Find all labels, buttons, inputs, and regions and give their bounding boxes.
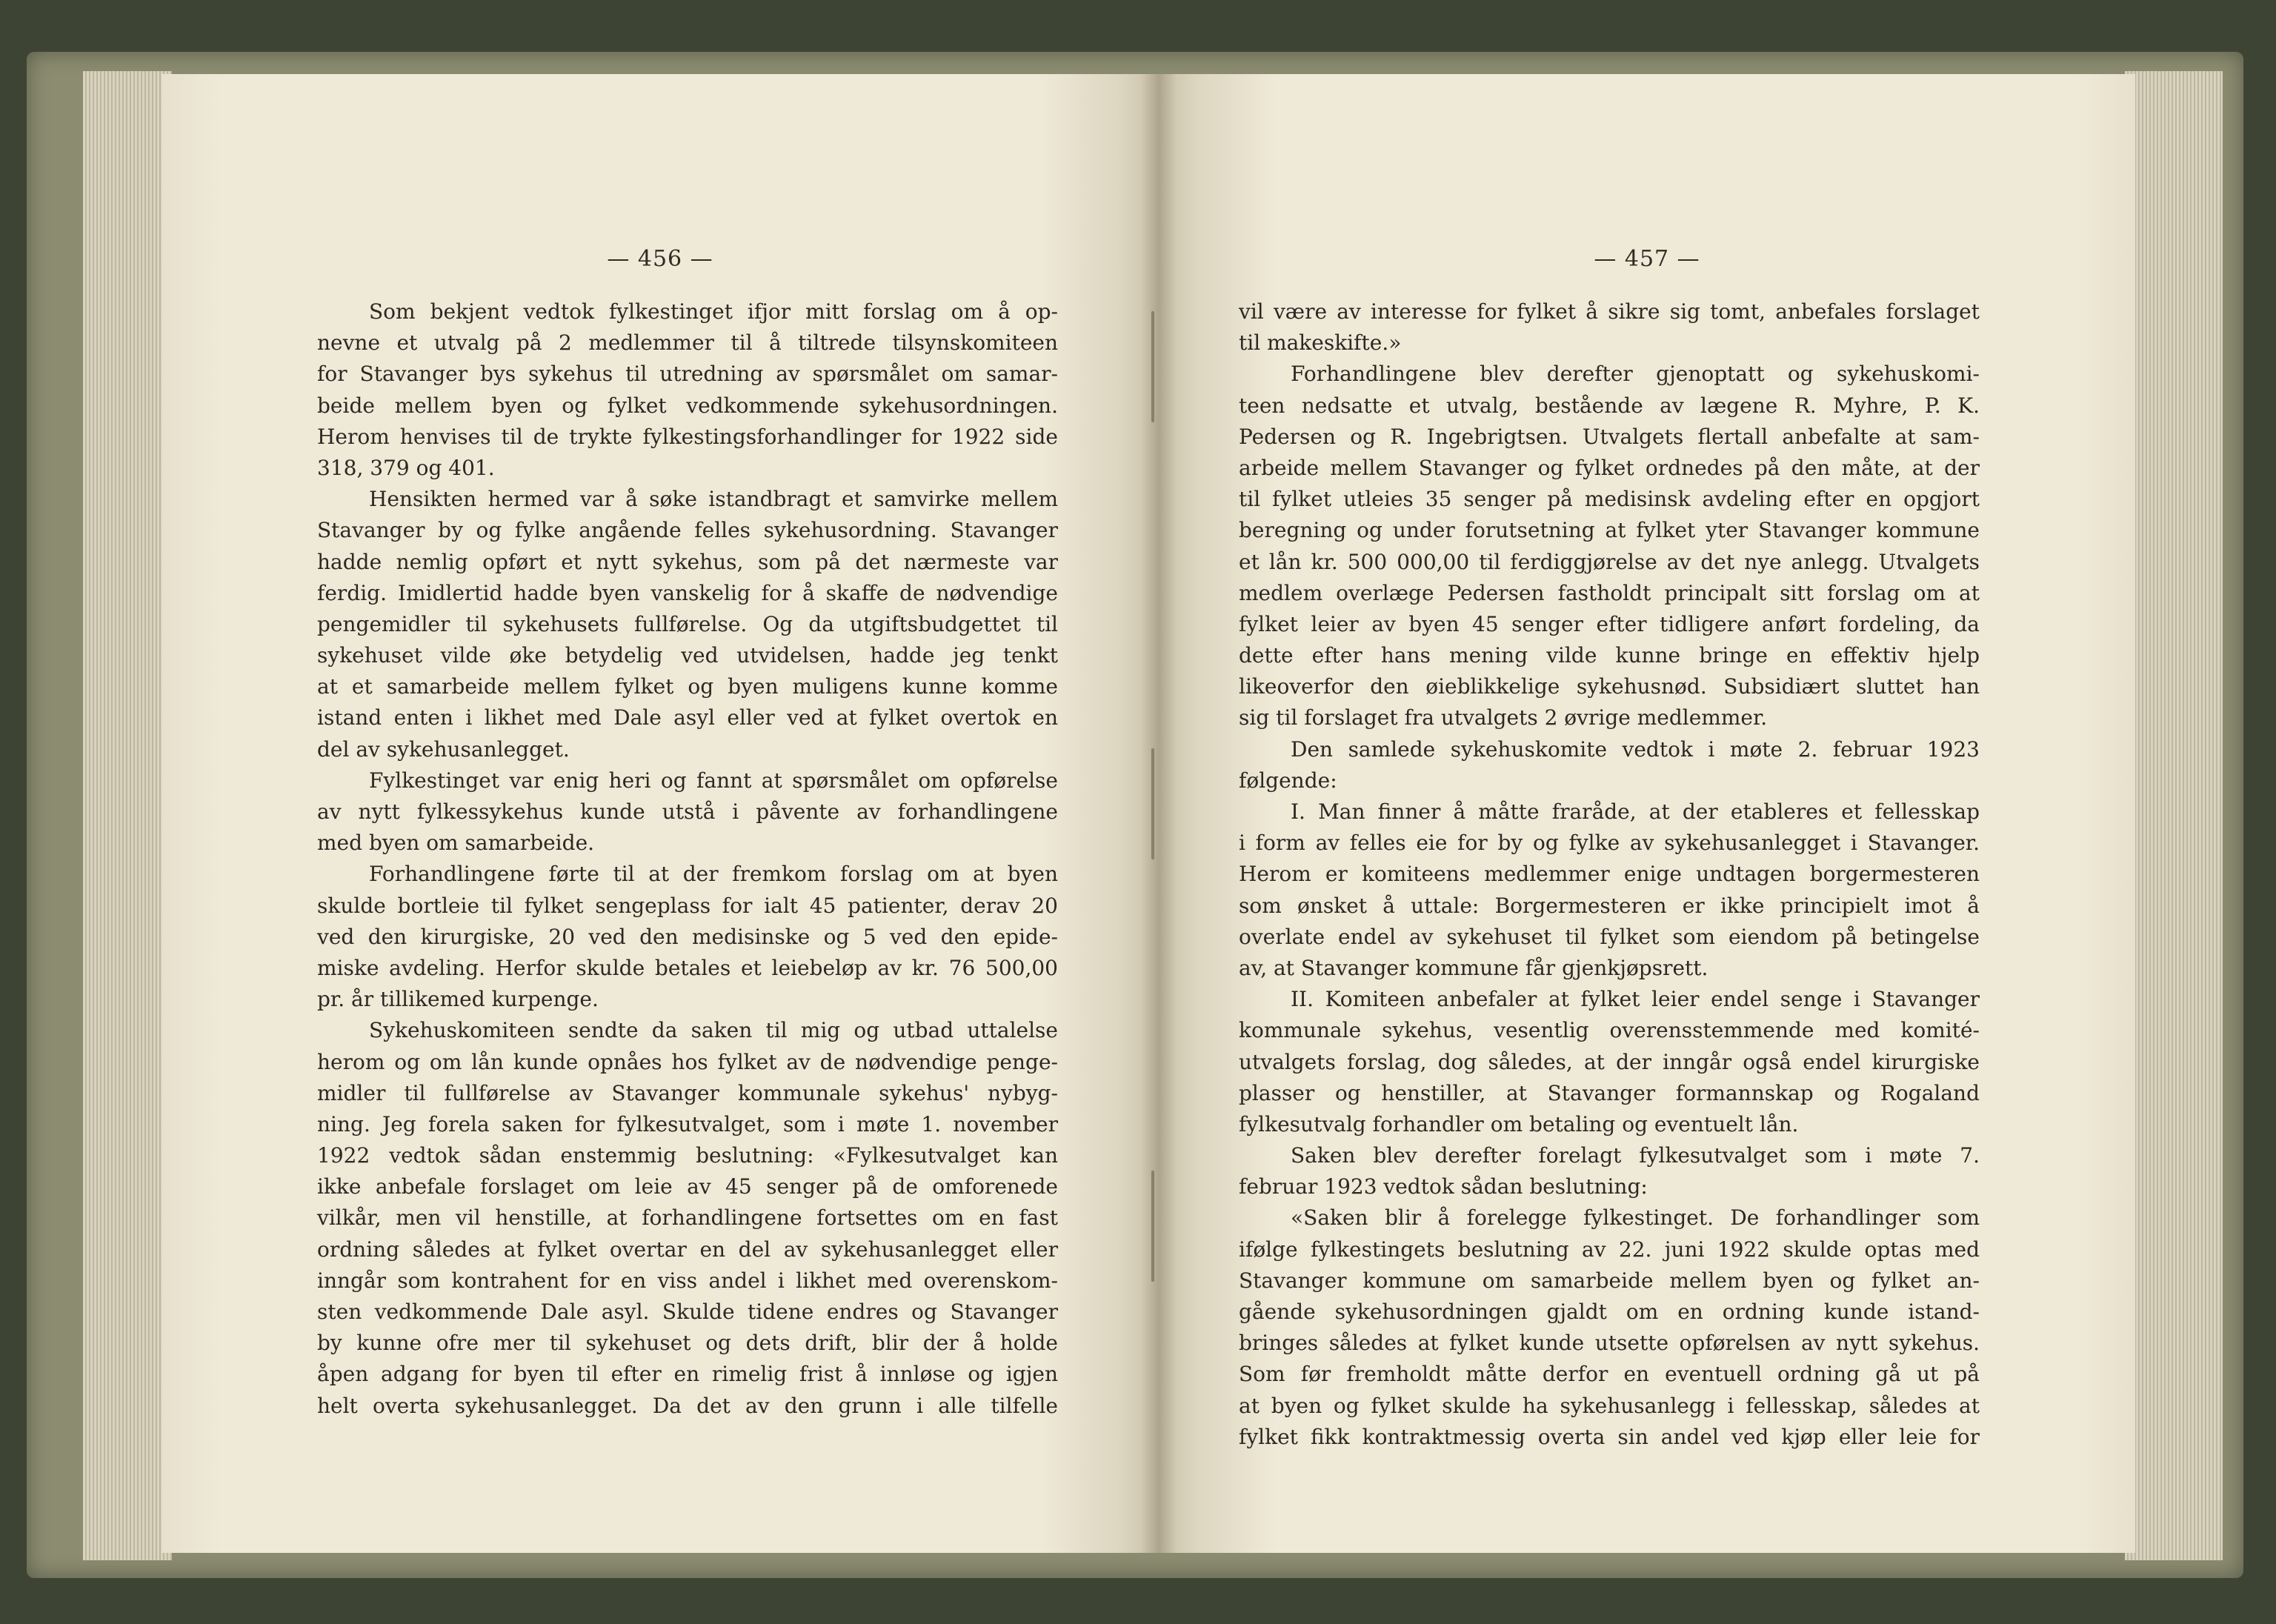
text-line: fylket fikk kontraktmessig overta sin andel ved kjøp eller leie for (1239, 1424, 1980, 1449)
text-line: sten vedkommende Dale asyl. Skulde tidene endres og Stavanger (317, 1299, 1058, 1324)
text-line: kommunale sykehus, vesentlig overensstemmende med komité- (1239, 1018, 1980, 1043)
text-line: medlem overlæge Pedersen fastholdt principalt sitt forslag om at (1239, 580, 1980, 605)
text-line: med byen om samarbeide. (317, 831, 595, 856)
text-line: helt overta sykehusanlegget. Da det av den grunn i alle tilfelle (317, 1393, 1058, 1418)
text-line: ordning således at fylket overtar en del av sykehusanlegget eller (317, 1237, 1058, 1262)
text-line: istand enten i likhet med Dale asyl eller ved at fylket overtok en (317, 705, 1058, 731)
text-line: Stavanger by og fylke angående felles sykehusordning. Stavanger (317, 518, 1058, 543)
text-line: Forhandlingene blev derefter gjenoptatt og sykehuskomi- (1291, 362, 1980, 387)
text-line: følgende: (1239, 768, 1337, 793)
text-line: ferdig. Imidlertid hadde byen vanskelig for å skaffe de nødvendige (317, 580, 1058, 605)
text-line: fylket leier av byen 45 senger efter tidligere anført fordeling, da (1239, 611, 1980, 636)
text-line: dette efter hans mening vilde kunne bringe en effektiv hjelp (1239, 643, 1980, 668)
text-line: av, at Stavanger kommune får gjenkjøpsrett. (1239, 955, 1708, 980)
text-line: ikke anbefale forslaget om leie av 45 senger på de omforenede (317, 1174, 1058, 1199)
text-line: Som bekjent vedtok fylkestinget ifjor mitt forslag om å op- (369, 299, 1058, 324)
text-line: inngår som kontrahent for en viss andel i likhet med overenskom- (317, 1268, 1058, 1293)
text-line: fylkesutvalg forhandler om betaling og eventuelt lån. (1239, 1111, 1799, 1137)
text-line: Sykehuskomiteen sendte da saken til mig og utbad uttalelse (369, 1018, 1058, 1043)
text-line: et lån kr. 500 000,00 til ferdiggjørelse av det nye anlegg. Utvalgets (1239, 549, 1980, 574)
text-line: til makeskifte.» (1239, 330, 1402, 356)
text-line: at byen og fylket skulde ha sykehusanlegg i fellesskap, således at (1239, 1393, 1980, 1418)
left-text-column (317, 296, 1058, 1422)
binding-stitch (1151, 1171, 1154, 1282)
text-line: ved den kirurgiske, 20 ved den medisinske og 5 ved den epide- (317, 924, 1058, 949)
text-line: Saken blev derefter forelagt fylkesutvalget som i møte 7. (1291, 1143, 1980, 1168)
text-line: sig til forslaget fra utvalgets 2 øvrige medlemmer. (1239, 705, 1768, 731)
text-line: miske avdeling. Herfor skulde betales et leiebeløp av kr. 76 500,00 (317, 955, 1058, 980)
binding-stitch (1151, 311, 1154, 422)
text-line: Hensikten hermed var å søke istandbragt et samvirke mellem (369, 487, 1058, 512)
text-line: hadde nemlig opført et nytt sykehus, som på det nærmeste var (317, 549, 1058, 574)
text-line: bringes således at fylket kunde utsette opførelsen av nytt sykehus. (1239, 1331, 1980, 1356)
text-line: vil være av interesse for fylket å sikre sig tomt, anbefales forslaget (1239, 299, 1980, 324)
text-line: Fylkestinget var enig heri og fannt at spørsmålet om opførelse (369, 768, 1058, 793)
right-page (1159, 74, 2135, 1553)
right-text-column (1239, 296, 1980, 1453)
text-line: plasser og henstiller, at Stavanger formannskap og Rogaland (1239, 1080, 1980, 1105)
text-line: som ønsket å uttale: Borgermesteren er ikke principielt imot å (1239, 893, 1980, 918)
text-line: del av sykehusanlegget. (317, 736, 570, 762)
text-line: Pedersen og R. Ingebrigtsen. Utvalgets flertall anbefalte at sam- (1239, 424, 1980, 449)
text-line: likeoverfor den øieblikkelige sykehusnød. Subsidiært sluttet han (1239, 674, 1980, 699)
text-line: for Stavanger bys sykehus til utredning av spørsmålet om samar- (317, 362, 1058, 387)
book-gutter (1141, 74, 1177, 1553)
text-line: «Saken blir å forelegge fylkestinget. De forhandlinger som (1291, 1205, 1980, 1231)
text-line: Den samlede sykehuskomite vedtok i møte 2. februar 1923 (1291, 736, 1980, 762)
text-line: sykehuset vilde øke betydelig ved utvidelsen, hadde jeg tenkt (317, 643, 1058, 668)
text-line: av nytt fylkessykehus kunde utstå i påvente av forhandlingene (317, 799, 1058, 824)
text-line: overlate endel av sykehuset til fylket som eiendom på betingelse (1239, 924, 1980, 949)
text-line: beregning og under forutsetning at fylket yter Stavanger kommune (1239, 518, 1980, 543)
text-line: teen nedsatte et utvalg, bestående av lægene R. Myhre, P. K. (1239, 393, 1980, 418)
binding-stitch (1151, 748, 1154, 859)
text-line: II. Komiteen anbefaler at fylket leier endel senge i Stavanger (1291, 987, 1980, 1012)
text-line: herom og om lån kunde opnåes hos fylket av de nødvendige penge- (317, 1049, 1058, 1074)
text-line: Stavanger kommune om samarbeide mellem byen og fylket an- (1239, 1268, 1980, 1293)
text-line: beide mellem byen og fylket vedkommende sykehusordningen. (317, 393, 1058, 418)
text-line: Herom er komiteens medlemmer enige undtagen borgermesteren (1239, 862, 1980, 887)
text-line: at et samarbeide mellem fylket og byen muligens kunne komme (317, 674, 1058, 699)
text-line: vilkår, men vil henstille, at forhandlingene fortsettes om en fast (317, 1205, 1058, 1231)
text-line: ifølge fylkestingets beslutning av 22. juni 1922 skulde optas med (1239, 1237, 1980, 1262)
page-number-right: — 457 — (1594, 246, 1700, 272)
text-line: 318, 379 og 401. (317, 455, 495, 480)
text-line: Som før fremholdt måtte derfor en eventuell ordning gå ut på (1239, 1362, 1980, 1387)
text-line: arbeide mellem Stavanger og fylket ordnedes på den måte, at der (1239, 455, 1980, 480)
text-line: gående sykehusordningen gjaldt om en ordning kunde istand- (1239, 1299, 1980, 1324)
text-line: nevne et utvalg på 2 medlemmer til å tiltrede tilsynskomiteen (317, 330, 1058, 356)
left-page (162, 74, 1159, 1553)
text-line: Forhandlingene førte til at der fremkom forslag om at byen (369, 862, 1058, 887)
text-line: til fylket utleies 35 senger på medisinsk avdeling efter en opgjort (1239, 487, 1980, 512)
text-line: skulde bortleie til fylket sengeplass for ialt 45 patienter, derav 20 (317, 893, 1058, 918)
text-line: i form av felles eie for by og fylke av sykehusanlegget i Stavanger. (1239, 831, 1980, 856)
text-line: februar 1923 vedtok sådan beslutning: (1239, 1174, 1648, 1199)
page-edges-left (83, 71, 172, 1560)
text-line: pr. år tillikemed kurpenge. (317, 987, 599, 1012)
text-line: ning. Jeg forela saken for fylkesutvalget, som i møte 1. november (317, 1111, 1058, 1137)
text-line: midler til fullførelse av Stavanger kommunale sykehus' nybyg- (317, 1080, 1058, 1105)
text-line: 1922 vedtok sådan enstemmig beslutning: «Fylkesutvalget kan (317, 1143, 1058, 1168)
text-line: by kunne ofre mer til sykehuset og dets drift, blir der å holde (317, 1331, 1058, 1356)
text-line: I. Man finner å måtte fraråde, at der etableres et fellesskap (1291, 799, 1980, 824)
text-line: utvalgets forslag, dog således, at der inngår også endel kirurgiske (1239, 1049, 1980, 1074)
text-line: Herom henvises til de trykte fylkestingsforhandlinger for 1922 side (317, 424, 1058, 449)
page-number-left: — 456 — (607, 246, 713, 272)
text-line: pengemidler til sykehusets fullførelse. Og da utgiftsbudgettet til (317, 611, 1058, 636)
page-edges-right (2125, 71, 2223, 1560)
text-line: åpen adgang for byen til efter en rimelig frist å innløse og igjen (317, 1362, 1058, 1387)
